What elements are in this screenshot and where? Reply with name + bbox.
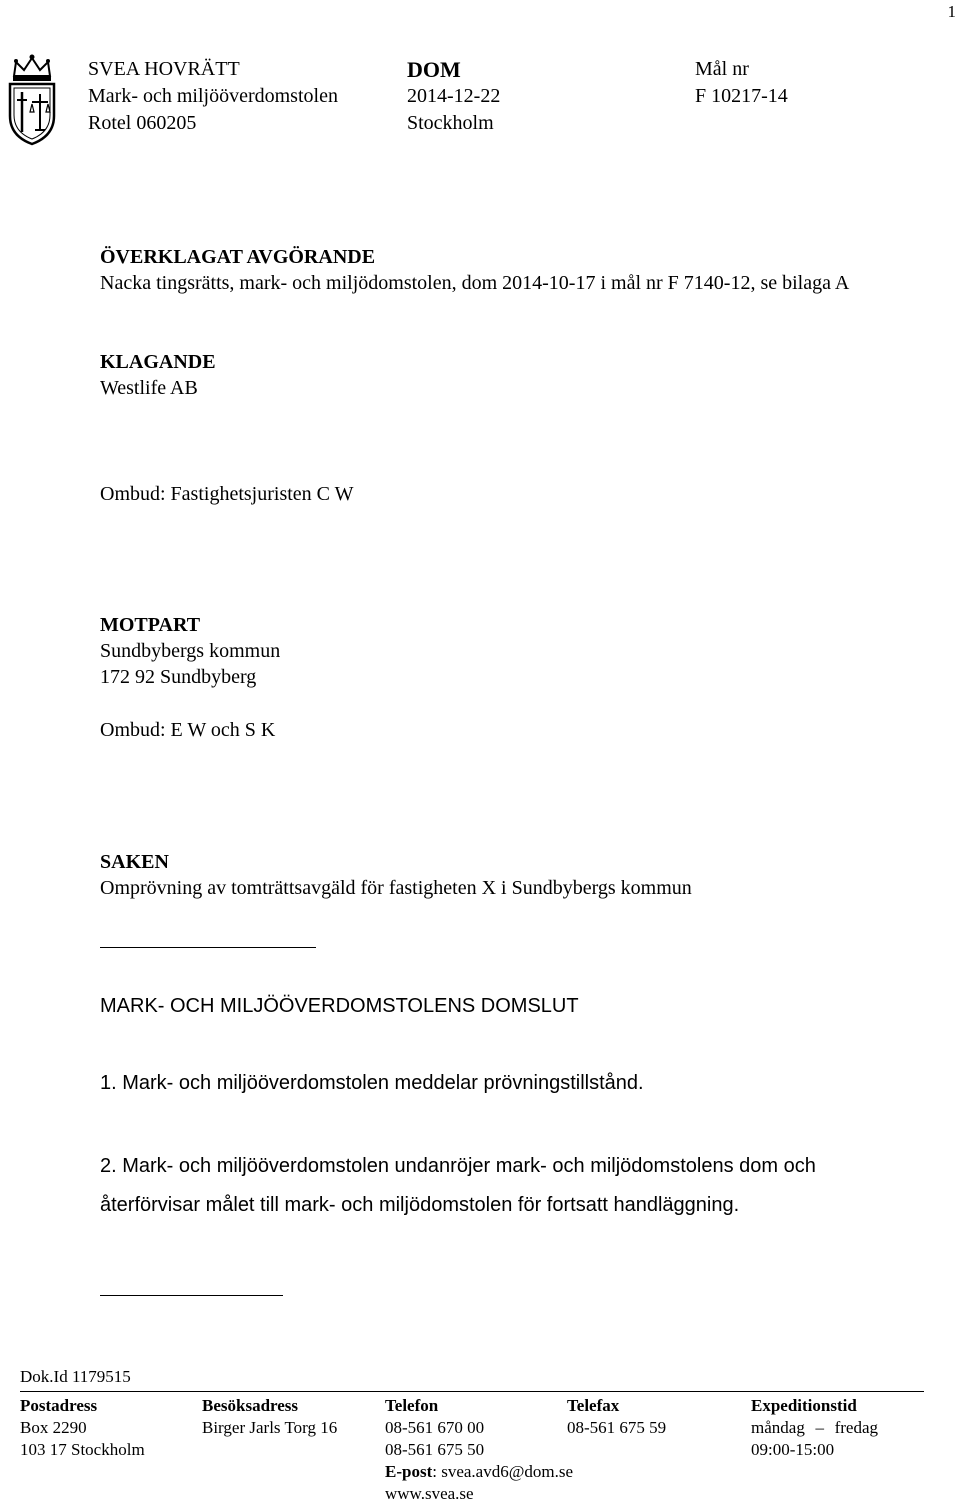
expeditionstid-hours: 09:00-15:00: [751, 1440, 835, 1459]
expeditionstid-label: Expeditionstid: [751, 1396, 857, 1415]
document-city: Stockholm: [407, 112, 494, 134]
domslut-item-2-line-2: återförvisar målet till mark- och miljödomstolen för fortsatt handläggning.: [100, 1194, 740, 1216]
separator-line: [100, 947, 316, 948]
page-number: 1: [947, 2, 956, 21]
section-saken: [100, 849, 900, 901]
saken-heading: SAKEN: [100, 851, 169, 873]
besoksadress-label: Besöksadress: [202, 1396, 299, 1415]
court-name: SVEA HOVRÄTT: [88, 58, 240, 80]
klagande-ombud: Ombud: Fastighetsjuristen C W: [100, 483, 354, 505]
klagande-heading: KLAGANDE: [100, 351, 216, 373]
besoksadress-line-1: Birger Jarls Torg 16: [202, 1418, 338, 1437]
telefon-line-1: 08-561 670 00: [385, 1418, 485, 1437]
domslut-item-1: 1. Mark- och miljööverdomstolen meddelar prövningstillstånd.: [100, 1072, 644, 1094]
overklagat-text: Nacka tingsrätts, mark- och miljödomstolen, dom 2014-10-17 i mål nr F 7140-12, se bilaga A: [100, 272, 850, 294]
day-from: måndag: [751, 1418, 805, 1437]
telefon-line-2: 08-561 675 50: [385, 1440, 485, 1459]
motpart-name: Sundbybergs kommun: [100, 640, 281, 662]
telefax-line-1: 08-561 675 59: [567, 1418, 667, 1437]
footer-rule: [20, 1391, 924, 1392]
klagande-name: Westlife AB: [100, 377, 198, 399]
motpart-heading: MOTPART: [100, 614, 201, 636]
telefax-label: Telefax: [567, 1396, 620, 1415]
postadress-line-2: 103 17 Stockholm: [20, 1440, 145, 1459]
email-label: E-post: [385, 1462, 433, 1481]
footer-besoksadress: [202, 1395, 337, 1439]
case-label: Mål nr: [695, 58, 749, 80]
motpart-ombud: Ombud: E W och S K: [100, 719, 276, 741]
footer-telefax: [567, 1395, 666, 1439]
section-klagande: [100, 349, 900, 401]
document-type: DOM: [407, 57, 461, 82]
email-line: [385, 1461, 573, 1483]
coat-of-arms-icon: [4, 54, 60, 146]
document-id: Dok.Id 1179515: [20, 1367, 131, 1386]
domslut-item-2-line-1: 2. Mark- och miljööverdomstolen undanröjer mark- och miljödomstolens dom och: [100, 1155, 816, 1177]
rotel: Rotel 060205: [88, 112, 197, 134]
section-motpart: [100, 612, 900, 690]
section-overklagat: [100, 244, 890, 296]
day-dash: –: [815, 1418, 824, 1437]
document-date: 2014-12-22: [407, 85, 501, 107]
domslut-item-2: [100, 1147, 816, 1225]
overklagat-heading: ÖVERKLAGAT AVGÖRANDE: [100, 246, 376, 268]
domslut-heading: MARK- OCH MILJÖÖVERDOMSTOLENS DOMSLUT: [100, 995, 579, 1017]
court-division: Mark- och miljööverdomstolen: [88, 85, 338, 107]
document-header: [407, 56, 500, 137]
footer-expeditionstid: [751, 1395, 878, 1461]
motpart-address: 172 92 Sundbyberg: [100, 666, 257, 688]
telefon-label: Telefon: [385, 1396, 439, 1415]
case-number: F 10217-14: [695, 85, 788, 107]
expeditionstid-days: [751, 1417, 878, 1439]
postadress-label: Postadress: [20, 1396, 98, 1415]
end-separator-line: [100, 1295, 283, 1296]
day-to: fredag: [834, 1418, 878, 1437]
postadress-line-1: Box 2290: [20, 1418, 87, 1437]
court-header: [88, 56, 338, 137]
website-link[interactable]: www.svea.se: [385, 1484, 474, 1503]
footer-postadress: [20, 1395, 145, 1461]
email-link[interactable]: : svea.avd6@dom.se: [432, 1462, 573, 1481]
footer-telefon: [385, 1395, 573, 1505]
case-header: [695, 56, 788, 110]
saken-text: Omprövning av tomträttsavgäld för fastigheten X i Sundbybergs kommun: [100, 877, 692, 899]
